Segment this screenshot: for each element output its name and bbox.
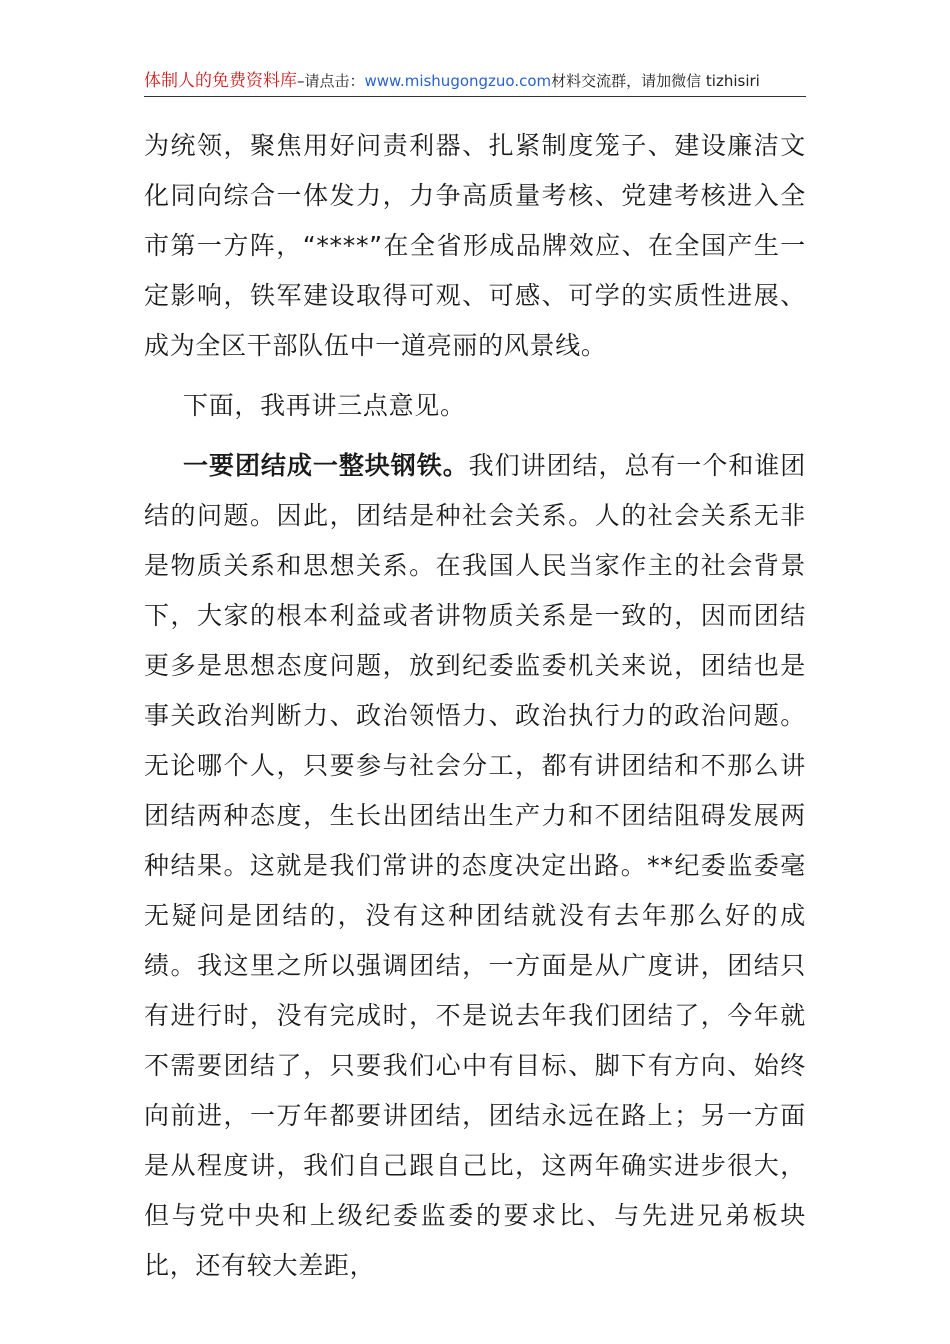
paragraph-3-body: 我们讲团结，总有一个和谁团结的问题。因此，团结是种社会关系。人的社会关系无非是物质关系和思想关系。在我国人民当家作主的社会背景下，大家的根本利益或者讲物质关系是一致的，因而团结更多是思想态度问题，放到纪委监委机关来说，团结也是事关政治判断力、政治领悟力、政治执行力的政治问题。无论哪个人，只要参与社会分工，都有讲团结和不那么讲团结两种态度，生长出团结出生产力和不团结阻碍发展两种结果。这就是我们常讲的态度决定出路。**纪委监委毫无疑问是团结的，没有这种团结就没有去年那么好的成绩。我这里之所以强调团结，一方面是从广度讲，团结只有进行时，没有完成时，不是说去年我们团结了，今年就不需要团结了，只要我们心中有目标、脚下有方向、始终向前进，一万年都要讲团结，团结永远在路上；另一方面是从程度讲，我们自己跟自己比，这两年确实进步很大，但与党中央和上级纪委监委的要求比、与先进兄弟板块比，还有较大差距， bbox=[144, 451, 807, 1280]
paragraph-1: 为统领，聚焦用好问责利器、扎紧制度笼子、建设廉洁文化同向综合一体发力，力争高质量考核、党建考核进入全市第一方阵，“****”在全省形成品牌效应、在全国产生一定影响，铁军建设取得可观、可感、可学的实质性进展、成为全区干部队伍中一道亮丽的风景线。 bbox=[144, 131, 806, 360]
header-website-link[interactable]: www.mishugongzuo.com bbox=[364, 72, 552, 90]
paragraph-2: 下面，我再讲三点意见。 bbox=[183, 391, 466, 420]
paragraph-3 bbox=[144, 441, 806, 1291]
document-body bbox=[144, 121, 806, 1291]
header-tail-text: 材料交流群，请加微信 tizhisiri bbox=[551, 72, 760, 90]
paragraph-3-lead: 一要团结成一整块钢铁。 bbox=[183, 451, 469, 480]
page-header bbox=[144, 66, 806, 97]
header-brand: 体制人的免费资料库 bbox=[144, 71, 297, 91]
header-prompt: –请点击： bbox=[297, 72, 365, 90]
